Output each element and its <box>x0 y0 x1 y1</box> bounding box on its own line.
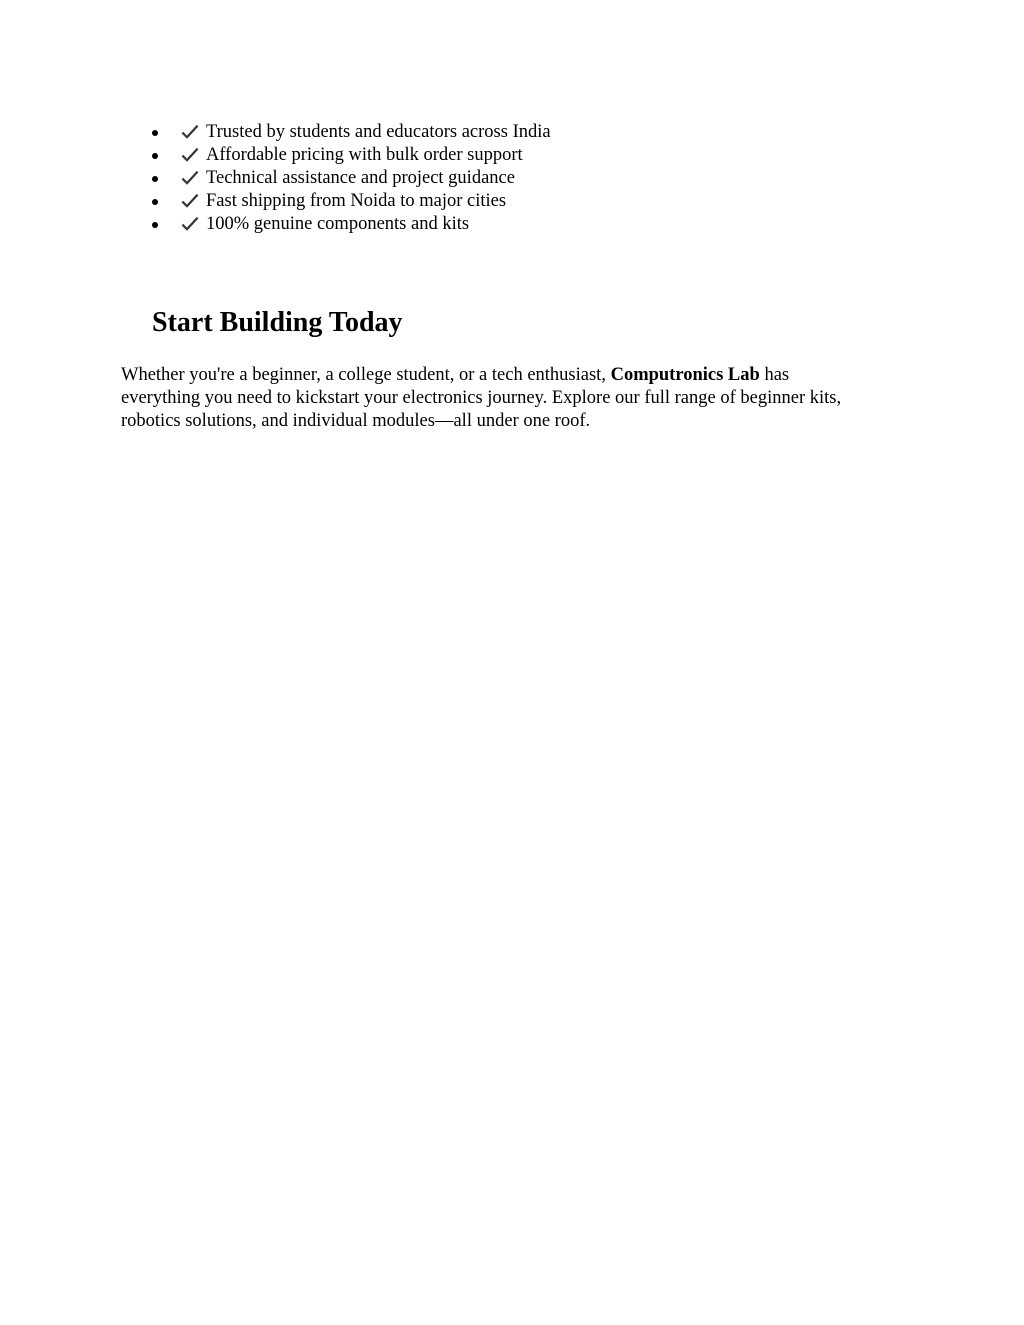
check-mark-icon <box>180 216 200 233</box>
paragraph-line-1 <box>121 364 921 387</box>
paragraph-text: has <box>759 365 790 385</box>
feature-text: 100% genuine components and kits <box>206 214 470 234</box>
feature-text: Affordable pricing with bulk order support <box>206 145 523 165</box>
section-heading: Start Building Today <box>152 307 403 338</box>
feature-text: Fast shipping from Noida to major cities <box>206 191 507 211</box>
bullet-dot-icon <box>152 176 158 182</box>
body-paragraph <box>121 364 921 433</box>
paragraph-text: Whether you're a beginner, a college student, or a tech enthusiast, <box>121 365 611 385</box>
bullet-dot-icon <box>152 222 158 228</box>
bullet-dot-icon <box>152 153 158 159</box>
check-mark-icon <box>180 193 200 210</box>
bullet-dot-icon <box>152 199 158 205</box>
paragraph-line-2: everything you need to kickstart your electronics journey. Explore our full range of beginner kits, <box>121 388 842 408</box>
brand-name: Computronics Lab <box>610 365 760 385</box>
bullet-dot-icon <box>152 130 158 136</box>
feature-text: Trusted by students and educators across India <box>206 122 551 142</box>
check-mark-icon <box>180 147 200 164</box>
check-mark-icon <box>180 124 200 141</box>
feature-text: Technical assistance and project guidance <box>206 168 515 188</box>
check-mark-icon <box>180 170 200 187</box>
paragraph-line-3: robotics solutions, and individual modules—all under one roof. <box>121 411 591 431</box>
